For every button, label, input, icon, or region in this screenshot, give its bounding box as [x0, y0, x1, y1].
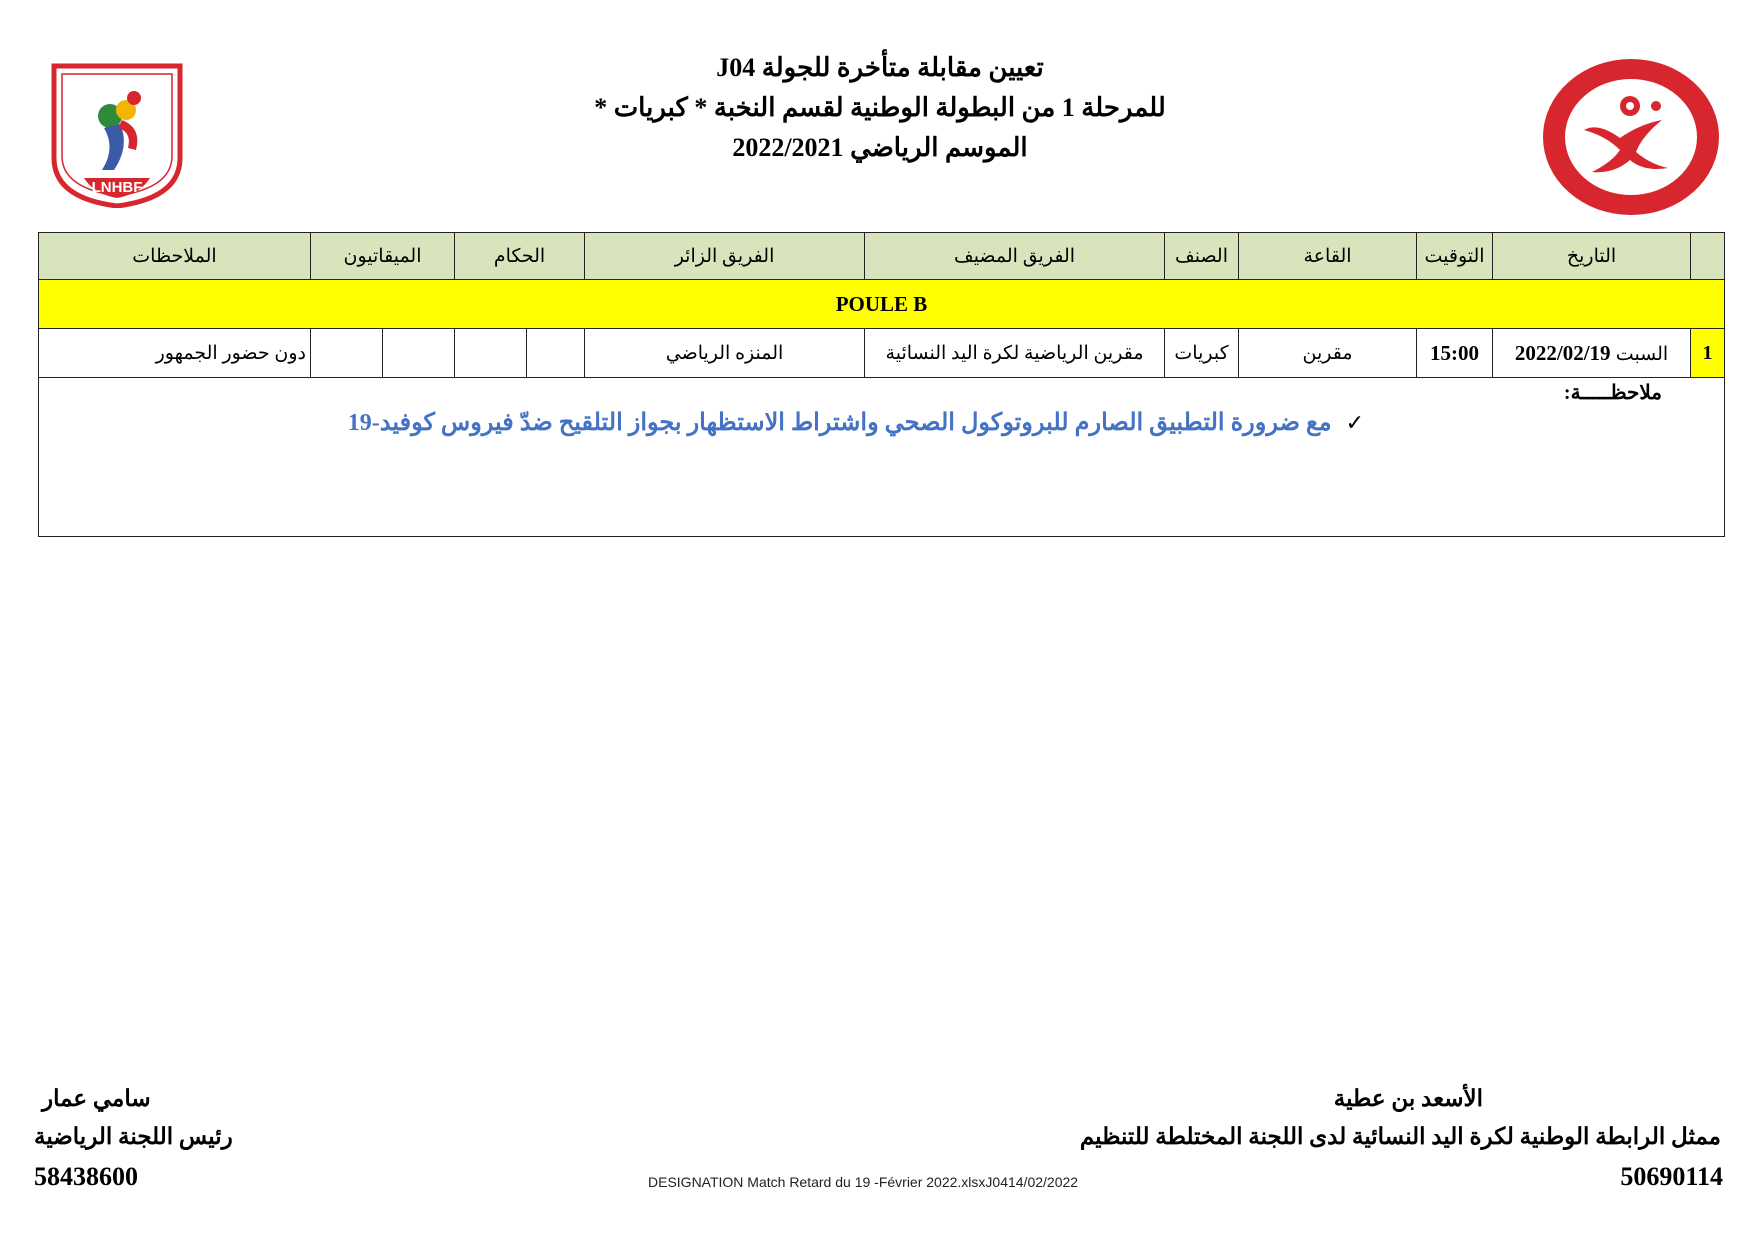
title-line-1: تعيين مقابلة متأخرة للجولة J04: [716, 53, 1044, 82]
referee-cell-2: [455, 329, 527, 378]
schedule-table: [38, 232, 1725, 537]
table-row: [39, 329, 1725, 378]
title-line-3: الموسم الرياضي 2022/2021: [732, 133, 1028, 162]
match-time: 15:00: [1417, 329, 1493, 378]
match-number: 1: [1691, 329, 1725, 378]
match-remark: دون حضور الجمهور: [39, 329, 311, 378]
match-date: 2022/02/19: [1514, 340, 1611, 365]
notes-label: ملاحظـــــة:: [1563, 382, 1663, 404]
header-date: التاريخ: [1493, 233, 1691, 280]
title-line-2: للمرحلة 1 من البطولة الوطنية لقسم النخبة * كبريات *: [594, 93, 1166, 122]
checkmark-icon: ✓: [1345, 411, 1365, 436]
header-away-team: الفريق الزائر: [585, 233, 865, 280]
match-venue: مقرين: [1239, 329, 1417, 378]
match-date-cell: [1493, 329, 1691, 378]
right-signatory-phone: 50690114: [1620, 1162, 1723, 1191]
timekeeper-cell-1: [383, 329, 455, 378]
notes-row: [39, 378, 1725, 537]
fthb-logo: [1540, 56, 1722, 218]
header-referees: الحكام: [455, 233, 585, 280]
notes-text: مع ضرورة التطبيق الصارم للبروتوكول الصحي واشتراط الاستظهار بجواز التلقيح ضدّ فيروس كوفيد-19: [347, 410, 1332, 436]
document-title: [520, 48, 1240, 168]
table-header-row: [39, 233, 1725, 280]
header-home-team: الفريق المضيف: [865, 233, 1165, 280]
left-signatory-phone: 58438600: [34, 1162, 138, 1191]
timekeeper-cell-2: [311, 329, 383, 378]
left-signatory-title: رئيس اللجنة الرياضية: [34, 1124, 233, 1149]
header-category: الصنف: [1165, 233, 1239, 280]
match-away-team: المنزه الرياضي: [585, 329, 865, 378]
match-home-team: مقرين الرياضية لكرة اليد النسائية: [865, 329, 1165, 378]
header-remarks: الملاحظات: [39, 233, 311, 280]
header-timekeepers: الميقاتيون: [311, 233, 455, 280]
pool-row: [39, 280, 1725, 329]
header-venue: القاعة: [1239, 233, 1417, 280]
pool-label: POULE B: [39, 280, 1725, 329]
notes-text-line: [348, 408, 1364, 437]
right-signatory-title: ممثل الرابطة الوطنية لكرة اليد النسائية لدى اللجنة المختلطة للتنظيم: [1079, 1124, 1721, 1149]
header-number: [1691, 233, 1725, 280]
lnhbf-logo: [44, 58, 190, 208]
header-time: التوقيت: [1417, 233, 1493, 280]
left-signatory-name: سامي عمار: [42, 1086, 151, 1111]
lnhbf-logo-text: LNHBF: [91, 179, 143, 196]
notes-cell: [39, 378, 1725, 537]
right-signatory-name: الأسعد بن عطية: [1333, 1086, 1483, 1111]
referee-cell-1: [527, 329, 585, 378]
match-category: كبريات: [1165, 329, 1239, 378]
footer-filename: DESIGNATION Match Retard du 19 -Février 2022.xlsxJ0414/02/2022: [648, 1174, 1079, 1190]
match-day: السبت: [1615, 343, 1669, 365]
